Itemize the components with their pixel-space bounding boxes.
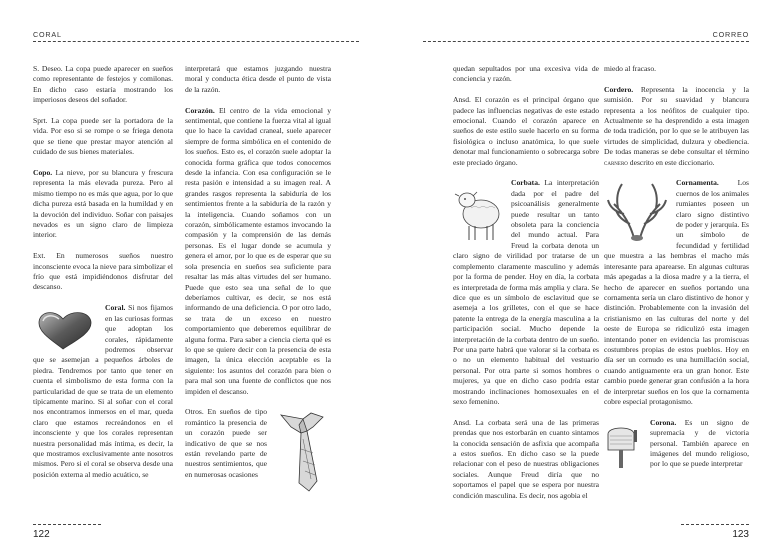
entry-headword: Cornamenta. <box>676 178 719 188</box>
tie-illustration <box>273 409 331 493</box>
page-number: 122 <box>33 529 50 540</box>
header-rule <box>33 41 359 42</box>
coral-continuation: interpretará que estamos juzgando nuestra moral y conducta ética desde el punto de vista de la razón. <box>185 64 331 94</box>
right-column-2 <box>604 64 749 472</box>
copo-ext-paragraph: Ext. En numerosos sueños nuestro inconsciente evoca la nieve para simbolizar el frío que está impidiéndonos disfrutar del descanso. <box>33 251 173 292</box>
corazon-otros-paragraph: Otros. En sueños de tipo romántico la presencia de un corazón puede ser indicativo de que se nos están revelando parte de nuestros sentimientos, que en numerosas ocasiones <box>185 407 331 480</box>
page-number: 123 <box>732 529 749 540</box>
copo-entry: Copo. La nieve, por su blancura y frescura representa la más elevada pureza. Pero al mismo tiempo no es más que agua, por lo que dicha pureza está basada en la humildad y en la devoción del individuo. Soñar con paisajes nevados es un signo claro de limpieza interior. <box>33 168 173 240</box>
corona-entry: Corona. Es un signo de supremacía y de victoria personal. También aparece en imágenes del mundo religioso, por lo que se puede interpretar <box>604 418 749 470</box>
corazon-ansd-paragraph: Ansd. El corazón es el principal órgano que padece las influencias negativas de este estado emocional. Cuando el corazón aparece en sueños de este estilo suele hacerlo en su forma fisiológica o incluso anatómica, lo que suele denotar mal funcionamiento o sobrecarga sobre este preciado órgano. <box>453 95 599 167</box>
corazon-continuation: quedan sepultados por una excesiva vida de conciencia y razón. <box>453 64 599 84</box>
entry-headword: Corona. <box>650 417 677 427</box>
lamb-illustration <box>453 180 505 244</box>
left-column-1 <box>33 64 173 480</box>
right-page <box>391 0 782 550</box>
right-running-header: CORREO <box>712 30 749 39</box>
corbata-continuation: miedo al fracaso. <box>604 64 657 73</box>
corbata-entry: Corbata. La interpretación dada por el padre del psicoanálisis generalmente puede resultar un tanto obsoleta para la conciencia del mundo actual. Para Freud la corbata denota un claro signo de virilidad por tratarse de un complemento claramente masculino y además por la forma de pender. Hoy en día, la corbata es interpretada de forma más amplia y clara. Se dice que es un símbolo de esclavitud que se asemeja a los grilletes, con el que se hace patente la entrega de la energía masculina a la participación social. Mucho depende la interpretación de la corbata dentro de un sueño. Por una parte habrá que valorar si la corbata es o no un elemento habitual del vestuario personal. Por otra parte si somos hombres o mujeres, ya que en dicho caso podría estar mostrando inclinaciones homosexuales en el sexo femenino. <box>453 178 599 406</box>
copa-sprt-paragraph: Sprt. La copa puede ser la portadora de la vida. Por eso si se rompe o se friega denota que se tiene que prestar mayor atención al cuidado de sus bienes materiales. <box>33 116 173 157</box>
coral-heart-illustration <box>33 305 99 351</box>
corbata-ansd-paragraph: Ansd. La corbata será una de las primeras prendas que nos estorbarán en cuanto sintamos la conocida sensación de asfixia que acompaña a estos sueños. En dicho caso se la puede relacionar con el peso de nuestras obligaciones sociales. Aunque Freud diría que no soportamos el papel que se espera por nuestra condición masculina. Es decir, nos agobia el <box>453 417 599 500</box>
right-column-1 <box>453 64 599 501</box>
left-running-header: CORAL <box>33 30 62 39</box>
cornamenta-entry: Cornamenta. Los cuernos de los animales rumiantes poseen un claro signo distintivo de poder y jerarquía. Es un símbolo de fecundidad y fertilidad que muestra a las hembras el macho más interesante para aparearse. En algunas culturas más apegadas a la diosa madre y a la tierra, el hecho de aparecer en sueños portando una cornamenta sería un claro distintivo de honor y distinción. Probablemente con la invasión del cristianismo en las culturas del norte y del oeste de Europa se ridiculizó esta imagen intentando poner en evidencia las promiscuas costumbres propias de estos pueblos. Hoy en día ser un cornudo es una humillación social, cuando antiguamente era un gran honor. Este cambio puede generar gran confusión a la hora de interpretar sueños en los que la cornamenta cobre especial protagonismo. <box>604 178 749 406</box>
cross-reference: carnero <box>604 157 628 167</box>
entry-headword: Corazón. <box>185 105 215 115</box>
entry-headword: Cordero. <box>604 84 634 94</box>
header-rule <box>423 41 749 42</box>
antlers-illustration <box>604 180 670 242</box>
cordero-entry: Cordero. Representa la inocencia y la sumisión. Por su suavidad y blancura representa a los neófitos de cualquier tipo. Actualmente se ha desprendido a esta imagen de toda tradición, por lo que se le atribuyen las virtudes de simplicidad, dulzura y obediencia. De todas maneras se debe consultar el término carnero descrito en este diccionario. <box>604 84 749 167</box>
entry-headword: Coral. <box>105 303 126 313</box>
left-column-2 <box>185 64 331 495</box>
entry-headword: Copo. <box>33 168 53 178</box>
footer-rule <box>33 524 101 525</box>
mailbox-illustration <box>604 420 644 470</box>
entry-headword: Corbata. <box>511 178 540 188</box>
footer-rule <box>681 524 749 525</box>
copa-deseo-paragraph: S. Deseo. La copa puede aparecer en sueños como representante de festejos y comilonas. En dicho caso estaría mostrando los imperiosos deseos del soñador. <box>33 64 173 105</box>
corazon-entry: Corazón. El centro de la vida emocional y sentimental, que contiene la fuerza vital al igual que lo hace la cavidad craneal, suele aparecer siempre de forma simbólica en el contenido de los sueños. Esto es, el corazón suele adoptar la conocida forma gráfica que todos conocemos desde la infancia. Con esa configuración se le resta pasión e intensidad a su imagen real. A grandes rasgos representa la sabiduría de los sentimientos frente a la sabiduría de la razón y la inteligencia. Cuando soñamos con un corazón, simbólicamente estamos invocando la compasión y la comprensión de las demás personas. Es el lugar donde se acumula y genera el amor, por lo que es de esperar que su sola presencia en sueños sea suficiente para resaltar las más altas virtudes del ser humano. Puede que esto sea una señal de lo que deberíamos cultivar, es decir, se nos está informando de una deficiencia. O por otro lado, se trata de un exceso en nuestro comportamiento que deberemos equilibrar de alguna forma. Para saber a ciencia cierta qué es lo que se quiere decir con la presencia de esta imagen, la única elección aceptable es la siguiente: los asuntos del corazón para bien o para mal son una fuente de conflictos que nos impiden el descanso. <box>185 105 331 396</box>
coral-entry: Coral. Si nos fijamos en las curiosas formas que adoptan los corales, rápidamente podremos observar que se asemejan a pequeños árboles de piedra. Tendremos por tanto que tener en cuenta el simbolismo de esta forma con la particularidad de que se trata de un elemento típicamente marino. Si al soñar con el coral nos encontramos inmersos en el mar, queda claro que estamos recreándonos en el inconsciente y que los corales representan nuestra personalidad más íntima, es decir, la que mostramos exclusivamente ante nosotros mismos. Pero si el coral se observa desde una posición externa al medio acuático, se <box>33 303 173 479</box>
